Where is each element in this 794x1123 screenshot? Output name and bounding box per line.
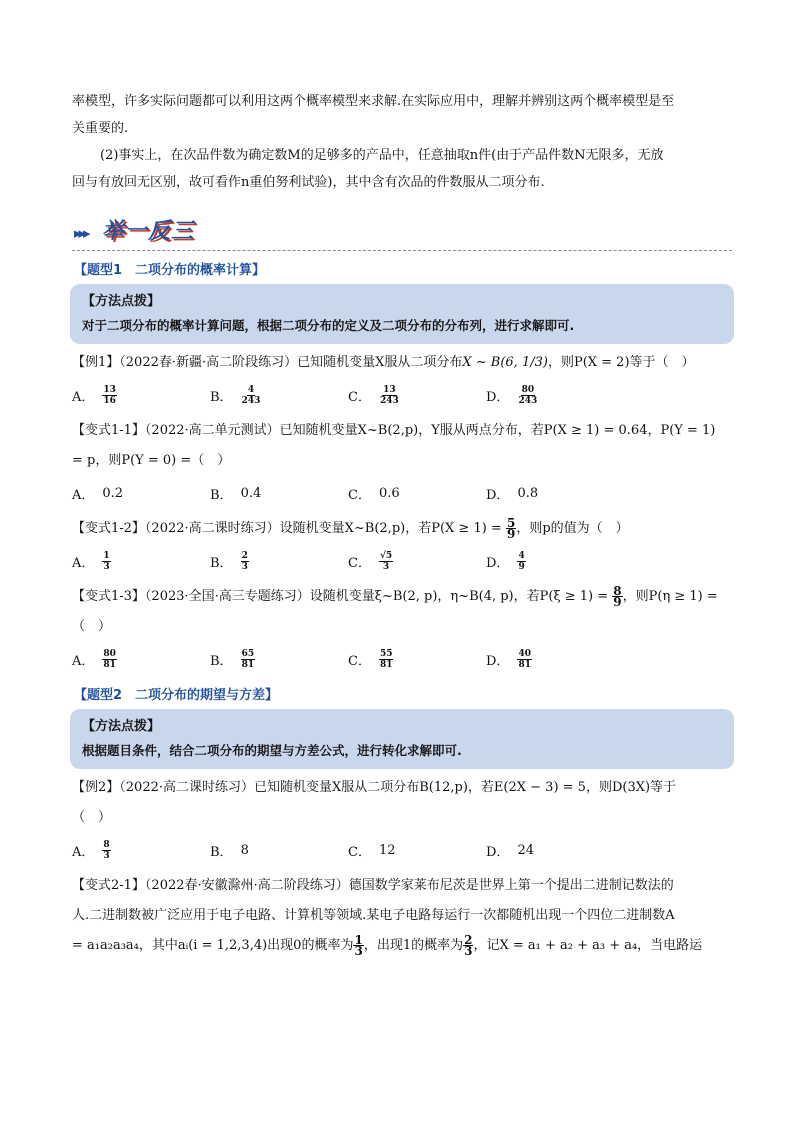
option-a[interactable]: A． $\frac{8}{3}$ xyxy=(72,839,110,861)
tip-text: 对于二项分布的概率计算问题，根据二项分布的定义及二项分布的分布列，进行求解即可. xyxy=(82,318,575,333)
question-text: ，则P(X = 2)等于（ ） xyxy=(547,355,695,370)
fraction: $\frac{1}{3}$ xyxy=(103,550,110,572)
option-c[interactable]: C． $\frac{55}{81}$ xyxy=(348,648,393,670)
example-1-options xyxy=(72,378,732,412)
example-2-question: 【例2】（2022·高二课时练习）已知随机变量X服从二项分布B(12,p)，若E(2X − 3) = 5，则D(3X)等于 （ ） xyxy=(72,780,677,825)
triple-arrow-icon: ▸▸▸ xyxy=(74,224,88,242)
variant-1-2-options xyxy=(72,544,732,578)
option-c[interactable]: C． 0.6 xyxy=(348,485,400,503)
type1-heading: 【题型1 二项分布的概率计算】 xyxy=(74,263,266,278)
option-d[interactable]: D． $\frac{80}{243}$ xyxy=(486,384,538,406)
option-b[interactable]: B． $\frac{4}{243}$ xyxy=(210,384,261,406)
option-a[interactable]: A． 0.2 xyxy=(72,485,124,503)
tip-text: 根据题目条件，结合二项分布的期望与方差公式，进行转化求解即可. xyxy=(82,743,462,758)
variant-2-1-question: 【变式2-1】（2022春·安徽滁州·高二阶段练习）德国数学家莱布尼茨是世界上第一个提出二进制记数法的 人.二进制数被广泛应用于电子电路、计算机等领域.某电子电路每运行一次都随机出现一个四位二进制数A = a₁a₂a₃a₄，其中aᵢ(i = 1,2,3,4)出现0的概率为 $\frac{1}{3}$ ，出现1的概率为 $\frac{2}{3}$ ，记X = a₁ + a₂ + a₃ + a₄，当电路运 xyxy=(72,878,703,958)
option-d[interactable]: D． 24 xyxy=(486,842,534,860)
type2-tip-box xyxy=(70,709,734,769)
fraction: $\frac{2}{3}$ xyxy=(464,933,473,958)
type1-tip-box xyxy=(70,284,734,344)
option-a[interactable]: A． $\frac{1}{3}$ xyxy=(72,550,110,572)
intro-line-1: 率模型，许多实际问题都可以利用这两个概率模型来求解.在实际应用中，理解并辨别这两个概率模型是至 xyxy=(72,94,675,109)
option-b[interactable]: B． 0.4 xyxy=(210,485,262,503)
fraction: $\frac{8}{3}$ xyxy=(103,839,110,861)
fraction: $\frac{13}{16}$ xyxy=(103,384,116,406)
question-text: = p，则P(Y = 0) =（ ） xyxy=(72,453,231,468)
fraction: $\frac{4}{243}$ xyxy=(241,384,261,406)
option-d[interactable]: D． $\frac{40}{81}$ xyxy=(486,648,531,670)
type2-heading: 【题型2 二项分布的期望与方差】 xyxy=(74,688,279,703)
option-d[interactable]: D． 0.8 xyxy=(486,485,539,503)
fraction: $\frac{√5}{3}$ xyxy=(379,550,393,572)
variant-1-1-options xyxy=(72,476,732,510)
option-b[interactable]: B． 8 xyxy=(210,842,249,860)
intro-line-3: (2)事实上，在次品件数为确定数M的足够多的产品中，任意抽取n件(由于产品件数N无限多，无放 xyxy=(100,148,664,163)
section-banner xyxy=(72,208,732,251)
fraction: $\frac{55}{81}$ xyxy=(379,648,393,670)
option-c[interactable]: C． $\frac{13}{243}$ xyxy=(348,384,399,406)
intro-line-2: 关重要的. xyxy=(72,121,129,136)
document-page xyxy=(72,88,732,961)
question-text: 【例1】（2022春·新疆·高二阶段练习）已知随机变量X服从二项分布 xyxy=(72,355,463,370)
option-d[interactable]: D． $\frac{4}{9}$ xyxy=(486,550,525,572)
fraction: $\frac{80}{81}$ xyxy=(103,648,116,670)
fraction: $\frac{8}{9}$ xyxy=(613,584,622,609)
example-2-options xyxy=(72,833,732,867)
math-expression: X ~ B(6, 1/3) xyxy=(462,355,548,370)
option-c[interactable]: C． $\frac{√5}{3}$ xyxy=(348,550,393,572)
variant-1-3-options xyxy=(72,642,732,676)
option-a[interactable]: A． $\frac{80}{81}$ xyxy=(72,648,116,670)
tip-title: 【方法点拨】 xyxy=(82,294,161,309)
option-a[interactable]: A． $\frac{13}{16}$ xyxy=(72,384,116,406)
option-c[interactable]: C． 12 xyxy=(348,842,396,860)
question-text: 【变式1-1】（2022·高二单元测试）已知随机变量X~B(2,p)，Y服从两点分布，若P(X ≥ 1) = 0.64，P(Y = 1) xyxy=(72,423,716,438)
fraction: $\frac{13}{243}$ xyxy=(379,384,399,406)
fraction: $\frac{2}{3}$ xyxy=(241,550,248,572)
option-b[interactable]: B． $\frac{2}{3}$ xyxy=(210,550,248,572)
fraction: $\frac{65}{81}$ xyxy=(241,648,255,670)
fraction: $\frac{1}{3}$ xyxy=(354,933,363,958)
fraction: $\frac{5}{9}$ xyxy=(506,516,516,541)
tip-title: 【方法点拨】 xyxy=(82,719,161,734)
variant-1-3-question: 【变式1-3】（2023·全国·高三专题练习）设随机变量ξ~B(2, p)，η~B(4, p)，若P(ξ ≥ 1) = $\frac{8}{9}$ ，则P(η ≥ 1) = （ ） xyxy=(72,584,718,634)
fraction: $\frac{80}{243}$ xyxy=(518,384,538,406)
example-1-question xyxy=(72,348,732,378)
option-b[interactable]: B． $\frac{65}{81}$ xyxy=(210,648,255,670)
fraction: $\frac{4}{9}$ xyxy=(518,550,525,572)
banner-title: 举一反三 xyxy=(102,219,195,244)
variant-1-1-question xyxy=(72,416,732,476)
intro-line-4: 回与有放回无区别，故可看作n重伯努利试验)，其中含有次品的件数服从二项分布. xyxy=(72,175,545,190)
fraction: $\frac{40}{81}$ xyxy=(518,648,531,670)
variant-1-2-question: 【变式1-2】（2022·高二课时练习）设随机变量X~B(2,p)，若P(X ≥ 1) = $\frac{5}{9}$ ，则p的值为（ ） xyxy=(72,516,629,541)
